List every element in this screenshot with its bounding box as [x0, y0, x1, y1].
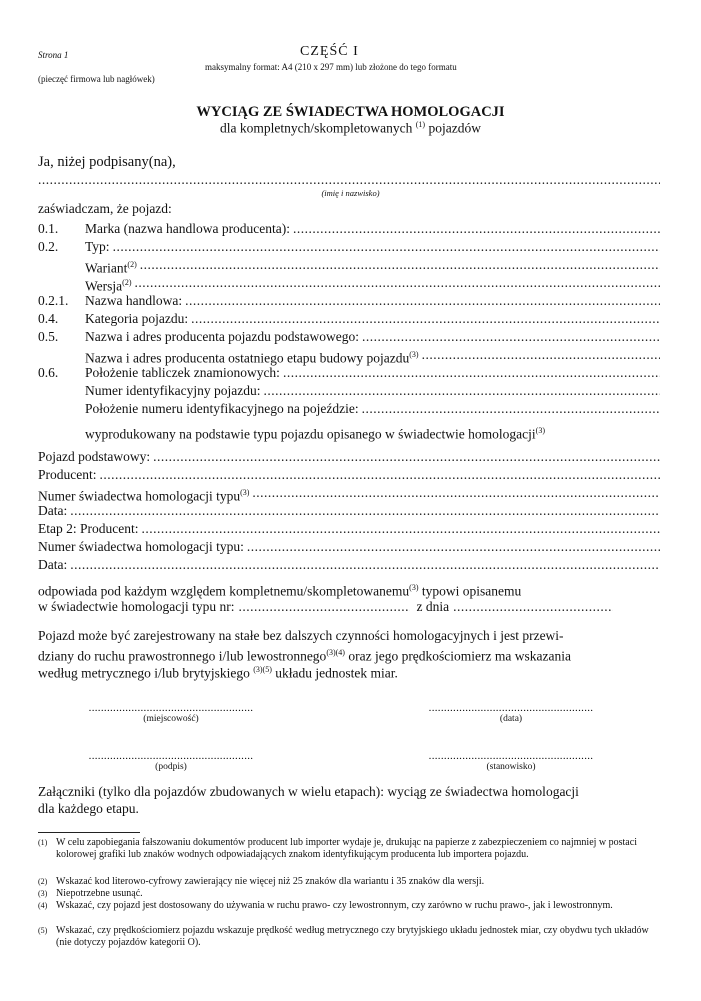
produced-footnote-mark: (3) — [535, 426, 545, 435]
date-signature-block[interactable] — [426, 702, 596, 724]
date-dots: ...................................................... — [428, 702, 594, 714]
place-signature-block[interactable] — [86, 702, 256, 724]
base-field-label-text: Producent: — [38, 467, 97, 482]
base-field-label-text: Data: — [38, 503, 68, 518]
field-number: 0.1. — [38, 221, 59, 236]
part-title: CZĘŚĆ I — [300, 44, 359, 59]
field-label — [85, 310, 188, 327]
field-value-dots[interactable] — [362, 400, 660, 417]
certificate-date-field[interactable] — [453, 598, 613, 615]
field-footnote-mark: (3) — [409, 350, 419, 359]
field-number: 0.5. — [38, 329, 59, 344]
field-label-text: Wersja — [85, 278, 123, 294]
signed-label: Ja, niżej podpisany(na), — [38, 154, 176, 170]
conformity-text: odpowiada pod każdym względem kompletnemu/skompletowanemu — [38, 583, 410, 599]
attachments-line-2: dla każdego etapu. — [38, 801, 139, 816]
field-label — [85, 400, 359, 417]
base-field-label-text: Numer świadectwa homologacji typu — [38, 488, 241, 504]
field-value-dots[interactable] — [362, 328, 660, 345]
conformity-text-end: typowi opisanemu — [418, 583, 522, 599]
field-label-text: Nazwa i adres producenta ostatniego etapu budowy pojazdu — [85, 350, 410, 366]
footnote-mark: (4) — [38, 901, 48, 910]
field-label-text: Nazwa handlowa: — [85, 293, 183, 308]
field-label — [85, 328, 359, 345]
registration-line-1: Pojazd może być zarejestrowany na stałe bez dalszych czynności homologacyjnych i jest przewi- — [38, 628, 564, 643]
field-value-dots[interactable] — [263, 382, 660, 399]
subtitle-text-end: pojazdów — [425, 120, 481, 136]
registration-line-3 — [38, 661, 398, 682]
field-label-text: Kategoria pojazdu: — [85, 311, 189, 326]
field-number: 0.6. — [38, 365, 59, 380]
base-field-value-dots[interactable] — [70, 556, 660, 573]
produced-text: wyprodukowany na podstawie typu pojazdu opisanego w świadectwie homologacji — [85, 426, 536, 442]
attachments-line-1: Załączniki (tylko dla pojazdów zbudowanych w wielu etapach): wyciąg ze świadectwa homologacji — [38, 784, 579, 799]
field-number: 0.2.1. — [38, 293, 69, 308]
field-label-text: Wariant — [85, 260, 128, 276]
footnote-mark: (3) — [38, 889, 48, 898]
conformity-line-1 — [38, 579, 521, 600]
field-value-dots[interactable] — [113, 238, 660, 255]
base-field-label — [38, 502, 67, 519]
registration-text-b: oraz jego prędkościomierz ma wskazania — [344, 648, 571, 664]
field-label-text: Położenie tabliczek znamionowych: — [85, 365, 280, 380]
field-number — [38, 382, 85, 399]
field-label — [85, 238, 110, 255]
field-label — [85, 220, 290, 237]
certificate-number-field[interactable] — [238, 598, 410, 615]
certificate-date-label: z dnia — [416, 599, 450, 614]
field-label — [85, 364, 280, 381]
registration-footnote-mark-a: (3)(4) — [326, 648, 345, 657]
footnote — [38, 876, 662, 888]
registration-text-d: układu jednostek miar. — [271, 665, 398, 681]
format-note: maksymalny format: A4 (210 x 297 mm) lub złożone do tego formatu — [205, 62, 457, 72]
field-value-dots[interactable] — [293, 220, 660, 237]
footnote — [38, 925, 662, 948]
field-label-text: Numer identyfikacyjny pojazdu: — [85, 383, 261, 398]
subtitle-text: dla kompletnych/skompletowanych — [220, 120, 416, 136]
field-row[interactable] — [38, 364, 660, 381]
page-number: Strona 1 — [38, 50, 69, 60]
date-caption: (data) — [499, 714, 523, 724]
certificate-number-label: w świadectwie homologacji typu nr: — [38, 599, 235, 614]
field-value-dots[interactable] — [191, 310, 660, 327]
place-caption: (miejscowość) — [143, 714, 199, 724]
registration-text-a: dziany do ruchu prawostronnego i/lub lewostronnego — [38, 648, 327, 664]
position-signature-block[interactable] — [426, 750, 596, 772]
field-number: 0.2. — [38, 239, 59, 254]
field-number — [38, 400, 85, 417]
field-label-text: Nazwa i adres producenta pojazdu podstawowego: — [85, 329, 360, 344]
base-field-value-dots[interactable] — [100, 466, 661, 483]
subtitle-footnote-mark: (1) — [415, 120, 426, 129]
base-field-row[interactable] — [38, 520, 660, 537]
footnote-separator — [38, 832, 140, 833]
field-label-text: Typ: — [85, 239, 110, 254]
field-row[interactable] — [38, 238, 660, 255]
base-field-row[interactable] — [38, 538, 660, 555]
footnote — [38, 837, 662, 860]
footnote-text: Niepotrzebne usunąć. — [56, 888, 143, 899]
field-footnote-mark: (2) — [127, 260, 137, 269]
base-field-label — [38, 556, 67, 573]
declare-label: zaświadczam, że pojazd: — [38, 201, 172, 216]
base-field-label — [38, 520, 138, 537]
conformity-footnote-mark: (3) — [409, 583, 419, 592]
signature-block[interactable] — [86, 750, 256, 772]
base-field-label-text: Data: — [38, 557, 68, 572]
position-caption: (stanowisko) — [486, 762, 536, 772]
place-dots: ...................................................... — [88, 702, 254, 714]
base-field-label — [38, 466, 97, 483]
base-field-value-dots[interactable] — [141, 520, 660, 537]
field-label-text: Marka (nazwa handlowa producenta): — [85, 221, 291, 236]
footnote-text: W celu zapobiegania fałszowaniu dokumentów producent lub importer wydaje je, drukując na papierze z zabezpieczeniem co najmniej w postaci kolorowej grafiki lub znaków wodnych odpowiadających znakom identyfikującym producenta lub importera pojazdu. — [56, 837, 637, 860]
footnote-text: Wskazać, czy prędkościomierz pojazdu wskazuje prędkość według metrycznego czy brytyjskiego układu jednostek miar, czy obydwu tych układów (nie dotyczy pojazdów kategorii O). — [56, 925, 649, 948]
base-field-footnote-mark: (3) — [240, 488, 250, 497]
field-row[interactable] — [38, 400, 660, 417]
name-caption: (imię i nazwisko) — [321, 188, 380, 198]
footnote — [38, 900, 662, 912]
field-number: 0.4. — [38, 311, 59, 326]
name-field[interactable] — [38, 171, 660, 188]
field-row[interactable] — [38, 310, 660, 327]
field-label-text: Położenie numeru identyfikacyjnego na pojeździe: — [85, 401, 359, 416]
base-field-label-text: Numer świadectwa homologacji typu: — [38, 539, 244, 554]
field-row[interactable] — [38, 292, 660, 309]
footnote-text: Wskazać, czy pojazd jest dostosowany do używania w ruchu prawo- czy lewostronnym, czy zarówno w ruchu prawo-, jak i lewostronnym. — [56, 900, 613, 911]
field-row[interactable] — [38, 328, 660, 345]
base-field-row[interactable] — [38, 502, 660, 519]
registration-footnote-mark-b: (3)(5) — [253, 665, 272, 674]
base-field-label — [38, 448, 150, 465]
footnote-mark: (5) — [38, 926, 48, 935]
field-row[interactable] — [38, 220, 660, 237]
field-footnote-mark: (2) — [122, 278, 132, 287]
field-value-dots[interactable] — [185, 292, 660, 309]
base-field-value-dots[interactable] — [70, 502, 660, 519]
signature-dots: ...................................................... — [88, 750, 254, 762]
base-field-label-text: Etap 2: Producent: — [38, 521, 139, 536]
footnote — [38, 888, 662, 900]
base-field-value-dots[interactable] — [153, 448, 660, 465]
field-value-dots[interactable] — [283, 364, 660, 381]
conformity-line-2 — [38, 598, 660, 615]
document-subtitle — [0, 120, 701, 137]
produced-statement — [85, 422, 545, 443]
signature-caption: (podpis) — [155, 762, 187, 772]
registration-text-c: według metrycznego i/lub brytyjskiego — [38, 665, 254, 681]
base-field-label-text: Pojazd podstawowy: — [38, 449, 151, 464]
footnote-mark: (1) — [38, 838, 48, 847]
field-label — [85, 292, 182, 309]
base-field-row[interactable] — [38, 556, 660, 573]
stamp-caption: (pieczęć firmowa lub nagłówek) — [38, 74, 155, 84]
footnote-text: Wskazać kod literowo-cyfrowy zawierający nie więcej niż 25 znaków dla wariantu i 35 znaków dla wersji. — [56, 876, 485, 887]
field-label — [85, 382, 260, 399]
footnote-mark: (2) — [38, 877, 48, 886]
position-dots: ...................................................... — [428, 750, 594, 762]
base-field-value-dots[interactable] — [247, 538, 660, 555]
base-field-label — [38, 538, 244, 555]
field-row[interactable] — [38, 382, 660, 399]
base-field-row[interactable] — [38, 466, 660, 483]
base-field-row[interactable] — [38, 448, 660, 465]
document-title: WYCIĄG ZE ŚWIADECTWA HOMOLOGACJI — [196, 104, 505, 120]
